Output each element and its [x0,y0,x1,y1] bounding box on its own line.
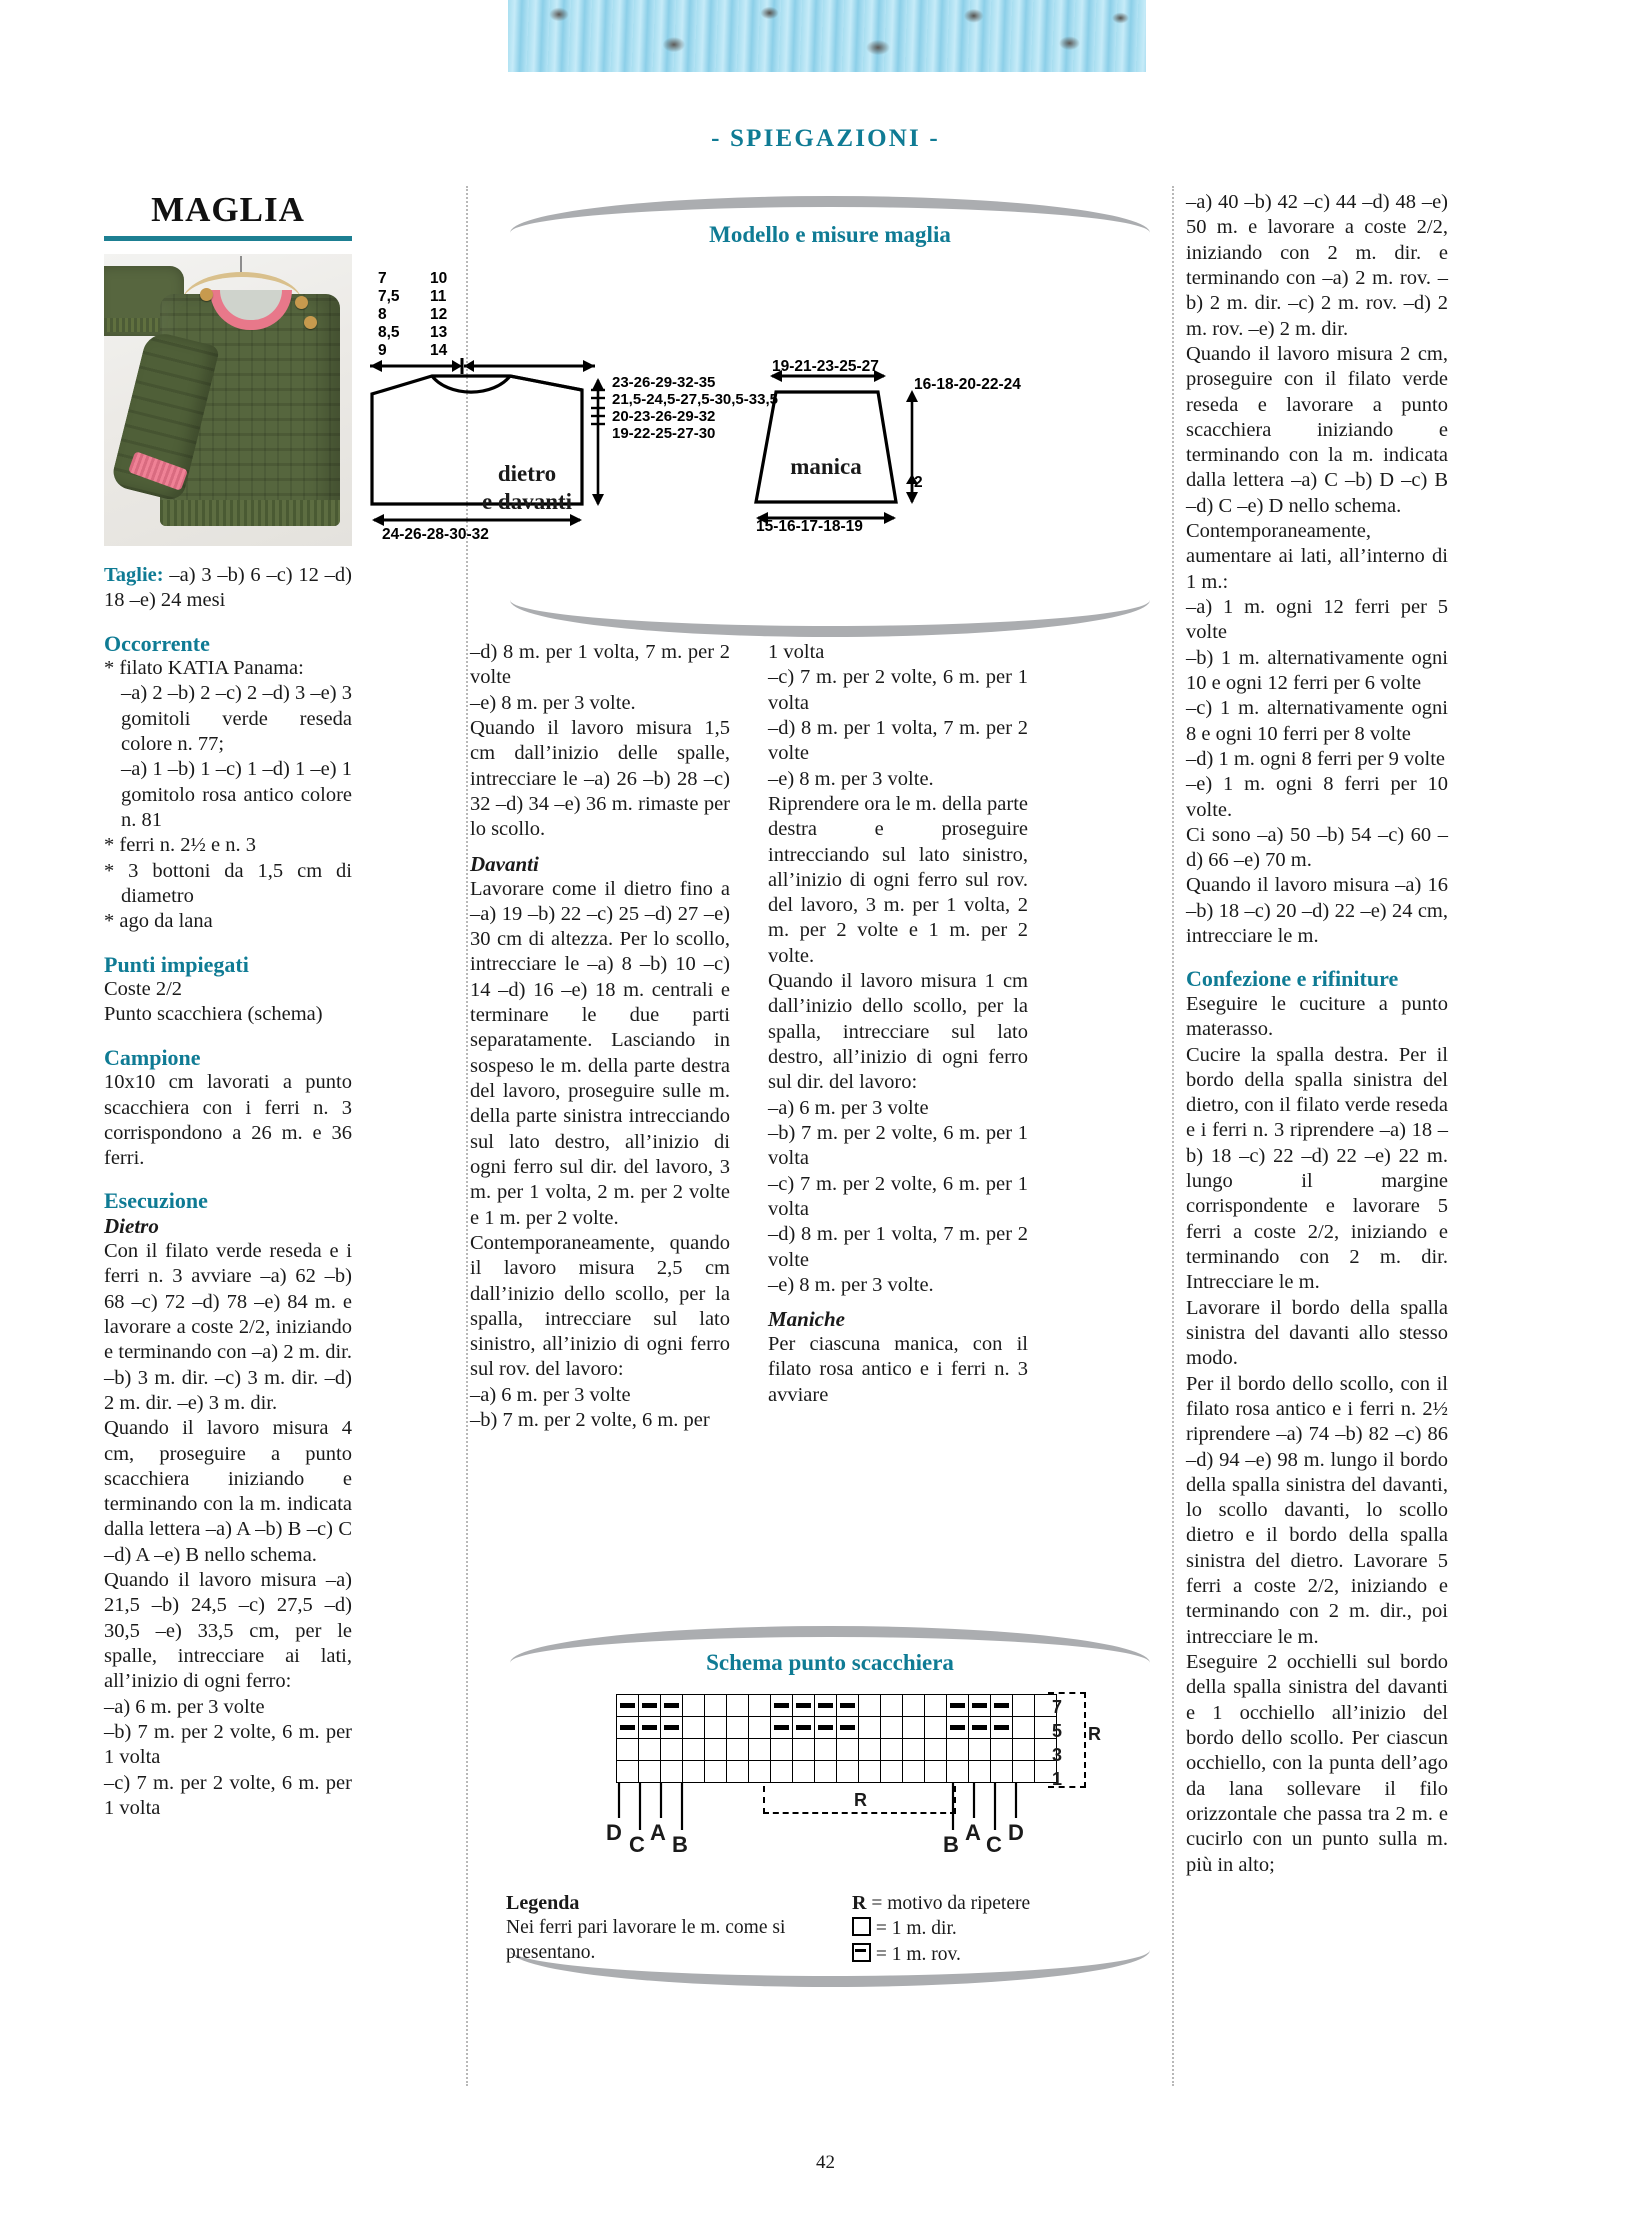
column-divider-right [1172,186,1174,2086]
confezione-para: Eseguire 2 occhielli sul bordo della spalla sinistra del davanti e 1 occhiello all’inizio del bordo dello scollo. Per ciascun occhiello, con la punta dell’ago da lana sollevare il filo orizzontale che passa tra 2 m. e cucirlo con un punto sulla m. più in alto; [1186,1651,1448,1876]
chart-cell-knit [859,1717,881,1739]
chart-cell-purl [991,1695,1013,1717]
chart-cell-knit [617,1739,639,1761]
heading-esecuzione: Esecuzione [104,1188,208,1214]
chart-cell-knit [881,1739,903,1761]
davanti-para: Lavorare come il dietro fino a –a) 19 –b) 22 –c) 25 –d) 27 –e) 30 cm di altezza. Per lo scollo, intrecciare le –a) 8 –b) 10 –c) 14 –d) 16 –e) 18 m. centrali e terminare le due parti separatamente. Lasciando in sospeso le m. della parte destra del lavoro, proseguire sulle m. della parte sinistra intrecciando sul lato destro, all’inizio di ogni ferro sul dir. del lavoro, 3 m. per 1 volta, 2 m. per 2 volte e 1 m. per 2 volte. [470,877,730,1229]
chart-cell-purl [639,1717,661,1739]
vertical-repeat-label: R [1088,1724,1101,1744]
mid2-bullet: –e) 8 m. per 3 volte. [768,1273,934,1296]
left-column [104,190,352,1821]
sweater-photo [104,254,352,546]
mid2-line: –e) 8 m. per 3 volte. [768,767,934,790]
mid2-bullet: –b) 7 m. per 2 volte, 6 m. per 1 volta [768,1121,1028,1170]
chart-cell-knit [661,1761,683,1783]
chart-cell-purl [837,1717,859,1739]
chart-cell-purl [661,1695,683,1717]
chart-cell-knit [661,1739,683,1761]
confezione-para: Per il bordo dello scollo, con il filato rosa antico e i ferri n. 2½ riprendere –a) 74 –b) 82 –c) 86 –d) 94 –e) 98 m. lungo il bordo della spalla sinistra del davanti, lo scollo davanti, lo scollo dietro e il bordo della spalla sinistra del dietro. Lavorare 5 ferri a coste 2/2, iniziando e terminando con 2 m. dir., poi intrecciare le m. [1186,1372,1448,1648]
knit-square-icon [852,1917,871,1936]
dietro-para: –b) 7 m. per 2 volte, 6 m. per 1 volta [104,1720,352,1769]
mid1-line: –e) 8 m. per 3 volte. [470,691,636,714]
chart-cell-purl [815,1717,837,1739]
chart-marker-D-right: D [1008,1820,1024,1845]
chart-cell-knit [771,1761,793,1783]
sleeve-right-dim: 16-18-20-22-24 [914,376,1021,393]
chart-cell-knit [903,1717,925,1739]
stitch-chart-grid-wrap [606,1694,1101,1857]
chart-cell-knit [749,1761,771,1783]
legend-item-knit [852,1916,1152,1941]
chart-marker-C-right: C [986,1832,1002,1857]
right-bullet: –a) 1 m. ogni 12 ferri per 5 volte [1186,596,1448,644]
chart-cell-purl [815,1695,837,1717]
legend-block-left [506,1892,806,1966]
vertical-repeat-bracket [1048,1692,1086,1788]
chart-cell-knit [881,1761,903,1783]
right-para: Ci sono –a) 50 –b) 54 –c) 60 –d) 66 –e) 70 m. [1186,823,1448,872]
body-label-line1: dietro [497,461,557,486]
chart-cell-purl [947,1717,969,1739]
chart-cell-knit [705,1761,727,1783]
heading-confezione: Confezione e rifiniture [1186,966,1399,992]
mid2-para: Riprendere ora le m. della parte destra e proseguire intrecciando sul lato sinistro, all’inizio di ogni ferro sul rov. del lavoro, 3 m. per 1 volta, 2 m. per 2 volte e 1 m. per 2 volte. [768,792,1028,967]
chart-cell-knit [683,1717,705,1739]
legend-symbol-R: R [852,1892,867,1914]
dim-value: 14 [430,342,448,359]
occorrente-item: –a) 1 –b) 1 –c) 1 –d) 1 –e) 1 gomitolo rosa antico colore n. 81 [121,758,352,832]
chart-cell-purl [617,1695,639,1717]
chart-cell-knit [793,1739,815,1761]
punti-line: Coste 2/2 [104,978,183,1001]
legend-block-right [852,1890,1152,1967]
chart-cell-knit [991,1739,1013,1761]
occorrente-item: * ago da lana [104,910,213,933]
mid2-line: –d) 8 m. per 1 volta, 7 m. per 2 volte [768,716,1028,765]
chart-cell-knit [727,1761,749,1783]
mid1-line: –d) 8 m. per 1 volta, 7 m. per 2 volte [470,641,730,689]
chart-cell-knit [947,1761,969,1783]
purl-square-icon [852,1943,871,1962]
stitch-chart-grid [616,1694,1057,1783]
sleeve-cuff-dim: 2 [914,474,923,491]
chart-cell-knit [903,1761,925,1783]
legend-item-purl [852,1942,1152,1967]
dietro-para: Quando il lavoro misura 4 cm, proseguire a punto scacchiera iniziando e terminando con la m. indicata dalla lettera –a) A –b) B –c) C –d) A –e) B nello schema. [104,1417,352,1566]
sleeve-top-dim: 19-21-23-25-27 [772,358,879,375]
right-bullet: –e) 1 m. ogni 8 ferri per 10 volte. [1186,773,1448,821]
middle-column-1 [470,640,730,1433]
chart-cell-knit [1013,1739,1035,1761]
mid2-bullet: –a) 6 m. per 3 volte [768,1096,929,1119]
chart-cell-knit [947,1739,969,1761]
chart-row [617,1717,1057,1739]
mid2-line: 1 volta [768,641,825,663]
chart-cell-knit [903,1739,925,1761]
chart-cell-knit [1013,1761,1035,1783]
chart-cell-knit [639,1739,661,1761]
chart-cell-knit [881,1695,903,1717]
chart-row [617,1695,1057,1717]
chart-cell-knit [771,1739,793,1761]
dietro-para: Quando il lavoro misura –a) 21,5 –b) 24,5 –c) 27,5 –d) 30,5 –e) 33,5 cm, per le spalle, intrecciare ai lati, all’inizio di ogni ferro: [104,1569,352,1693]
mid2-bullet: –c) 7 m. per 2 volte, 6 m. per 1 volta [768,1172,1028,1220]
shoulder-dim-col-2 [430,270,447,360]
chart-marker-D-left: D [606,1820,622,1845]
sizes-label: Taglie: [104,564,164,586]
chart-cell-knit [617,1761,639,1783]
occorrente-item: * ferri n. 2½ e n. 3 [104,834,256,857]
legend-text-purl: = 1 m. rov. [875,1943,961,1965]
stitch-chart-panel [500,1626,1160,1926]
chart-cell-knit [705,1695,727,1717]
dietro-para: –c) 7 m. per 2 volte, 6 m. per 1 volta [104,1771,352,1819]
chart-cell-knit [925,1739,947,1761]
right-bullet: –c) 1 m. alternativamente ogni 8 e ogni 10 ferri per 8 volte [1186,697,1448,745]
right-para-top: –a) 40 –b) 42 –c) 44 –d) 48 –e) 50 m. e lavorare a coste 2/2, iniziando con 2 m. dir. e terminando con –a) 2 m. rov. –b) 2 m. dir. –c) 2 m. rov. –d) 2 m. rov. –e) 2 m. dir. [1186,191,1448,340]
sweater-button-3 [200,288,213,301]
schematic-panel [378,196,1160,626]
dim-value: 8,5 [378,324,400,341]
chart-cell-knit [969,1761,991,1783]
legend-title: Legenda [506,1892,580,1914]
mid2-bullet: –d) 8 m. per 1 volta, 7 m. per 2 volte [768,1223,1028,1271]
legend-note: Nei ferri pari lavorare le m. come si presentano. [506,1917,786,1964]
dietro-para: Con il filato verde reseda e i ferri n. 3 avviare –a) 62 –b) 68 –c) 72 –d) 78 –e) 84 m. e lavorare a coste 2/2, iniziando e terminando con –a) 2 m. dir. –b) 3 m. dir. –c) 3 m. dir. –d) 2 m. dir. –e) 3 m. dir. [104,1240,352,1414]
davanti-bullet: –a) 6 m. per 3 volte [470,1383,631,1406]
chart-cell-knit [925,1695,947,1717]
chart-cell-knit [1013,1695,1035,1717]
chart-marker-B-left: B [672,1832,688,1857]
dim-value: 9 [378,342,387,359]
row-label-5: 5 [1052,1721,1063,1741]
confezione-para: Eseguire le cuciture a punto materasso. [1186,992,1448,1041]
chart-cell-purl [639,1695,661,1717]
dim-value: 19-22-25-27-30 [612,425,716,442]
page-number: 42 [816,2152,835,2173]
chart-cell-knit [705,1717,727,1739]
chart-cell-purl [793,1695,815,1717]
chart-cell-knit [991,1761,1013,1783]
mid1-para: Quando il lavoro misura 1,5 cm dall’inizio delle spalle, intrecciare le –a) 26 –b) 28 –c) 32 –d) 34 –e) 36 m. rimaste per lo scollo. [470,716,730,841]
dim-value: 10 [430,270,448,287]
middle-column-2 [768,640,1028,1408]
chart-cell-knit [683,1761,705,1783]
subheading-dietro: Dietro [104,1214,159,1238]
right-bullet: –d) 1 m. ogni 8 ferri per 9 volte [1186,747,1446,770]
chart-cell-knit [881,1717,903,1739]
chart-cell-knit [749,1717,771,1739]
right-para: Quando il lavoro misura –a) 16 –b) 18 –c) 20 –d) 22 –e) 24 cm, intrecciare le m. [1186,874,1448,948]
chart-cell-knit [727,1717,749,1739]
dim-value: 7,5 [378,288,400,305]
row-label-3: 3 [1052,1745,1063,1765]
chart-marker-B-right: B [943,1832,959,1857]
title-rule [104,236,352,241]
row-label-7: 7 [1052,1697,1063,1717]
dim-value: 21,5-24,5-27,5-30,5-33,5 [612,391,778,408]
legend-item-repeat [852,1890,1152,1916]
chart-cell-knit [837,1739,859,1761]
page-title: MAGLIA [151,190,305,229]
chart-row [617,1761,1057,1783]
dietro-para: –a) 6 m. per 3 volte [104,1695,265,1718]
occorrente-item: * 3 bottoni da 1,5 cm di diametro [104,859,352,907]
chart-cell-knit [925,1717,947,1739]
chart-marker-A-left: A [650,1820,666,1845]
right-para: Contemporaneamente, aumentare ai lati, all’interno di 1 m.: [1186,520,1448,593]
chart-cell-knit [705,1739,727,1761]
panel-bottom-ornament [510,600,1150,637]
right-bullet: –b) 1 m. alternativamente ogni 10 e ogni 12 ferri per 6 volte [1186,646,1448,694]
stitch-chart-title: Schema punto scacchiera [706,1650,954,1675]
mid2-para: Quando il lavoro misura 1 cm dall’inizio dello scollo, per la spalla, intrecciare sul lato destro, all’inizio di ogni ferro sul dir. del lavoro: [768,970,1028,1094]
chart-cell-knit [683,1695,705,1717]
chart-cell-knit [683,1739,705,1761]
heading-occorrente: Occorrente [104,630,210,656]
horizontal-repeat-label: R [848,1790,873,1811]
chart-cell-knit [749,1739,771,1761]
chart-cell-purl [837,1695,859,1717]
mid2-line: –c) 7 m. per 2 volte, 6 m. per 1 volta [768,666,1028,714]
chart-cell-knit [925,1761,947,1783]
top-stitch-photo [508,0,1146,72]
chart-row [617,1739,1057,1761]
davanti-para-2: Contemporaneamente, quando il lavoro misura 2,5 cm dall’inizio dello scollo, per la spalla, intrecciare sul lato sinistro, all’inizio di ogni ferro sul rov. del lavoro: [470,1231,730,1381]
chart-cell-knit [969,1739,991,1761]
body-label-line2: e davanti [481,489,573,515]
body-bottom-dim: 24-26-28-30-32 [382,526,489,543]
chart-cell-knit [727,1739,749,1761]
chart-marker-C-left: C [629,1832,645,1857]
chart-cell-knit [815,1739,837,1761]
maniche-para: Per ciascuna manica, con il filato rosa antico e i ferri n. 3 avviare [768,1333,1028,1406]
chart-cell-purl [771,1717,793,1739]
occorrente-item: * filato KATIA Panama: [104,657,304,680]
heading-campione: Campione [104,1044,201,1070]
sweater-button-2 [304,316,317,329]
chart-cell-purl [991,1717,1013,1739]
chart-cell-knit [859,1695,881,1717]
chart-cell-purl [793,1717,815,1739]
punti-line: Punto scacchiera (schema) [104,1003,323,1026]
row-label-1: 1 [1052,1769,1063,1789]
section-label: - SPIEGAZIONI - [711,125,940,152]
dim-value: 13 [430,324,448,341]
chart-cell-purl [969,1695,991,1717]
chart-cell-knit [793,1761,815,1783]
sizes-value: –a) 3 –b) 6 –c) 12 –d) 18 –e) 24 mesi [104,564,352,612]
chart-cell-knit [639,1761,661,1783]
right-para: Quando il lavoro misura 2 cm, proseguire con il filato verde reseda e lavorare a punto scacchiera iniziando e terminando con la m. indicata dalla lettera –a) C –b) D –c) B –d) C –e) D nello schema. [1186,342,1448,517]
sizes-line [104,563,352,614]
dim-value: 23-26-29-32-35 [612,374,716,391]
schematic-title: Modello e misure maglia [709,222,951,247]
occorrente-item: –a) 2 –b) 2 –c) 2 –d) 3 –e) 3 gomitoli verde reseda colore n. 77; [121,682,352,756]
heading-punti-impiegati: Punti impiegati [104,951,249,977]
body-right-dims [612,374,778,442]
chart-cell-knit [727,1695,749,1717]
dim-value: 20-23-26-29-32 [612,408,716,425]
sleeve-label-text: manica [790,454,862,479]
sleeve-bottom-dim: 15-16-17-18-19 [756,518,863,535]
chart-cell-knit [815,1761,837,1783]
right-column [1186,190,1448,1878]
chart-cell-knit [837,1761,859,1783]
chart-cell-purl [661,1717,683,1739]
sweater-hem [160,500,340,526]
chart-cell-purl [771,1695,793,1717]
subheading-davanti: Davanti [470,851,539,876]
body-piece-label [422,460,632,516]
shoulder-dim-col-1 [378,270,400,360]
confezione-para: Cucire la spalla destra. Per il bordo della spalla sinistra del dietro, con il filato verde reseda e i ferri n. 3 riprendere –a) 18 –b) 18 –c) 22 –d) 22 –e) 22 m. lungo il margine corrispondente e lavorare 5 ferri a coste 2/2, iniziando e terminando con 2 m. dir. Intrecciare le m. [1186,1043,1448,1294]
dim-value: 8 [378,306,387,323]
sleeve-piece-label [756,454,896,480]
dim-value: 7 [378,270,387,287]
chart-cell-knit [749,1695,771,1717]
dim-value: 12 [430,306,448,323]
subheading-maniche: Maniche [768,1307,846,1332]
sweater-button-1 [295,296,308,309]
chart-cell-knit [859,1761,881,1783]
davanti-bullet: –b) 7 m. per 2 volte, 6 m. per [470,1409,710,1432]
chart-cell-knit [859,1739,881,1761]
chart-marker-A-right: A [965,1820,981,1845]
legend-text-R: = motivo da ripetere [871,1893,1031,1914]
legend-text-knit: = 1 m. dir. [875,1918,957,1940]
confezione-para: Lavorare il bordo della spalla sinistra del davanti allo stesso modo. [1186,1296,1448,1370]
dim-value: 11 [430,288,447,305]
chart-cell-knit [1013,1717,1035,1739]
chart-cell-purl [969,1717,991,1739]
chart-cell-knit [903,1695,925,1717]
chart-cell-purl [617,1717,639,1739]
campione-text: 10x10 cm lavorati a punto scacchiera con i ferri n. 3 corrispondono a 26 m. e 36 ferri. [104,1071,352,1170]
chart-cell-purl [947,1695,969,1717]
